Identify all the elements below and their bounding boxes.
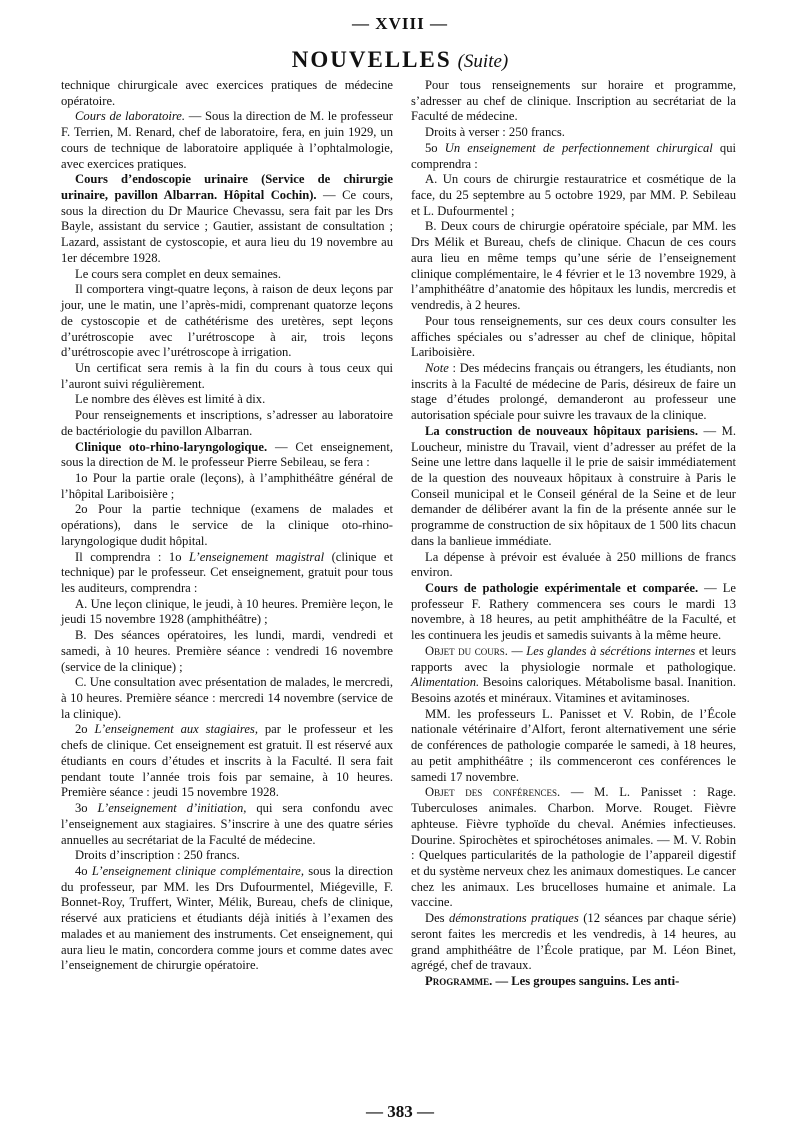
section-heading: Cours de pathologie expérimentale et comparée. bbox=[425, 581, 699, 595]
paragraph: 3o L’enseignement d’initiation, qui sera confondu avec l’enseignement aux stagiaires. S’inscrire à une des quatre séries annuelles au secrétariat de la Faculté de médecine. bbox=[61, 801, 393, 847]
paragraph: 4o L’enseignement clinique complémentaire, sous la direction du professeur, par MM. les Drs Dufourmentel, Miégeville, F. Bonnet-Roy, Truffert, Winter, Mélik, Bureau, chefs de clinique, réservé aux praticiens et étudiants déjà initiés à l’examen des malades et au maniement des instruments. Cet enseignement, qui aura lieu le matin, concordera comme jours et comme dates avec l’enseignement de chirurgie opératoire. bbox=[61, 863, 393, 973]
paragraph: Droits à verser : 250 francs. bbox=[425, 125, 565, 140]
paragraph: La dépense à prévoir est évaluée à 250 millions de francs environ. bbox=[411, 549, 736, 580]
paragraph: Objet des conférences. — M. L. Panisset : Rage. Tuberculoses animales. Charbon. Morve. Rouget. Fièvre aphteuse. Fièvre typhoïde du cheval. Anémies infectieuses. Dourine. Spirochètes et spirochétoses animales. — M. V. Robin : Quelques particularités de la pathologie de l’appareil digestif et du système nerveux chez les animaux domestiques. Le cancer chez les animaux. Les brucelloses humaine et animale. La vaccine. bbox=[411, 785, 736, 910]
paragraph: B. Des séances opératoires, les lundi, mardi, vendredi et samedi, à 10 heures. Première séance : vendredi 16 novembre (service de la clinique) ; bbox=[61, 628, 393, 674]
paragraph: 5o Un enseignement de perfectionnement chirurgical qui comprendra : bbox=[411, 140, 736, 171]
paragraph: B. Deux cours de chirurgie opératoire spéciale, par MM. les Drs Mélik et Bureau, chefs de clinique. Chacun de ces cours aura lieu en même temps qu’une série de l’enseignement clinique complémentaire, le 4 février et le 13 novembre 1929, à l’amphithéâtre d’anatomie des hôpitaux les lundis, mercredis et vendredis, à 2 heures. bbox=[411, 219, 736, 313]
paragraph: 1o Pour la partie orale (leçons), à l’amphithéâtre général de l’hôpital Lariboisière ; bbox=[61, 470, 393, 501]
section-heading: Objet des conférences. bbox=[425, 785, 561, 800]
paragraph: Droits d’inscription : 250 francs. bbox=[75, 848, 240, 863]
roman-page-number: — XVIII — bbox=[352, 14, 448, 33]
paragraph: Cours de pathologie expérimentale et comparée. — Le professeur F. Rathery commencera ses cours le mardi 13 novembre, à 18 heures, au petit amphithéâtre de la Faculté, et les continuera les jeudis et samedis suivants à la même heure. bbox=[411, 581, 736, 643]
paragraph: 2o Pour la partie technique (examens de malades et opérations), dans le service de la clinique oto-rhino-laryngologique dudit hôpital. bbox=[61, 502, 393, 548]
paragraph: A. Une leçon clinique, le jeudi, à 10 heures. Première leçon, le jeudi 15 novembre 1928 (amphithéâtre) ; bbox=[61, 596, 393, 627]
title-suite: (Suite) bbox=[457, 51, 509, 72]
paragraph: Cours de laboratoire. — Sous la direction de M. le professeur F. Terrien, M. Renard, chef de laboratoire, fera, en juin 1929, un cours de technique de laboratoire appliquée à l’ophtalmologie, avec exercices pratiques. bbox=[61, 109, 393, 171]
page-title bbox=[0, 47, 800, 73]
section-heading: Clinique oto-rhino-laryngologique. bbox=[75, 439, 268, 454]
right-column bbox=[411, 78, 736, 990]
paragraph: Il comportera vingt-quatre leçons, à raison de deux leçons par jour, une le matin, une l’après-midi, comprenant quatorze leçons de cystoscopie et de cathétérisme des uretères, sept leçons d’urétroscopie avec l’urétroscope à air, trois leçons d’urétroscopie avec l’urétroscope à irrigation. bbox=[61, 282, 393, 360]
paragraph: Le cours sera complet en deux semaines. bbox=[75, 266, 281, 281]
paragraph: technique chirurgicale avec exercices pratiques de médecine opératoire. bbox=[61, 78, 393, 108]
paragraph: Note : Des médecins français ou étrangers, les étudiants, non inscrits à la Faculté de médecine de Paris, désireux de faire un stage d’études prolongé, demanderont au professeur une autorisation spéciale pour suivre les travaux de la clinique. bbox=[411, 360, 736, 423]
paragraph: Programme. — Les groupes sanguins. Les anti- bbox=[425, 973, 680, 988]
paragraph: Pour tous renseignements, sur ces deux cours consulter les affiches spéciales ou s’adresser au chef de clinique, hôpital Lariboisière. bbox=[411, 313, 736, 360]
paragraph: Pour tous renseignements sur horaire et programme, s’adresser au chef de clinique. Inscription au secrétariat de la Faculté de médecine. bbox=[411, 78, 736, 124]
paragraph: Clinique oto-rhino-laryngologique. — Cet enseignement, sous la direction de M. le professeur Pierre Sebileau, se fera : bbox=[61, 439, 393, 470]
paragraph: Cours d’endoscopie urinaire (Service de chirurgie urinaire, pavillon Albarran. Hôpital Cochin). — Ce cours, sous la direction du Dr Maurice Chevassu, sera fait par les Drs Bayle, assistant du service ; Gautier, assistant de consultation ; Lazard, assistant de cystoscopie, et aura lieu du 19 novembre au 1er décembre 1928. bbox=[61, 172, 393, 265]
section-heading: Programme. bbox=[425, 973, 493, 988]
paragraph: Des démonstrations pratiques (12 séances par chaque série) seront faites les mercredis et les vendredis, à 14 heures, au grand amphithéâtre de l’École pratique, par M. Léon Binet, agrégé, chef de travaux. bbox=[411, 911, 736, 973]
page-number: — 383 — bbox=[366, 1102, 434, 1121]
section-heading: La construction de nouveaux hôpitaux parisiens. bbox=[425, 423, 698, 438]
paragraph: Il comprendra : 1o L’enseignement magistral (clinique et technique) par le professeur. Cet enseignement, gratuit pour tous les auditeurs, comprendra : bbox=[61, 549, 393, 595]
section-heading: Cours de laboratoire. bbox=[75, 109, 186, 124]
paragraph: Un certificat sera remis à la fin du cours à tous ceux qui l’auront suivi régulièrement. bbox=[61, 360, 393, 391]
left-column bbox=[61, 78, 393, 974]
title-nouvelles: NOUVELLES bbox=[291, 47, 452, 72]
section-heading: Cours d’endoscopie urinaire (Service de chirurgie urinaire, pavillon Albarran. Hôpital Cochin). bbox=[61, 172, 393, 203]
section-heading: Objet du cours. bbox=[425, 643, 508, 658]
paragraph: A. Un cours de chirurgie restauratrice et cosmétique de la face, du 25 septembre au 5 octobre 1929, par MM. P. Sebileau et L. Dufourmentel ; bbox=[411, 172, 736, 218]
paragraph: MM. les professeurs L. Panisset et V. Robin, de l’École nationale vétérinaire d’Alfort, feront alternativement une série de conférences de pathologie comparée le samedi, à 18 heures, au petit amphithéâtre ; ils commenceront ces conférences le samedi 17 novembre. bbox=[411, 706, 736, 784]
section-heading: Note bbox=[425, 360, 449, 375]
paragraph: 2o L’enseignement aux stagiaires, par le professeur et les chefs de clinique. Cet enseignement est gratuit. Il est réservé aux étudiants en cours d’études et inscrits à la Faculté. Il sera fait pendant toute l’année trois fois par semaine, à 10 heures. Première séance : jeudi 15 novembre 1928. bbox=[61, 722, 393, 800]
paragraph: Pour renseignements et inscriptions, s’adresser au laboratoire de bactériologie du pavillon Albarran. bbox=[61, 408, 393, 438]
paragraph: Le nombre des élèves est limité à dix. bbox=[75, 392, 266, 407]
paragraph: La construction de nouveaux hôpitaux parisiens. — M. Loucheur, ministre du Travail, vient d’adresser au préfet de la Seine une lettre dans laquelle il le prie de saisir immédiatement de la question des nouveaux hôpitaux à construire à Paris le Conseil municipal et le Conseil général de la Seine et de leur demander de délibérer avant la fin de la présente année sur le programme de construction de six hôpitaux de 1 500 lits chacun dans la banlieue immédiate. bbox=[411, 423, 736, 548]
paragraph: Objet du cours. — Les glandes à sécrétions internes et leurs rapports avec la physiologie normale et pathologique. Alimentation. Besoins caloriques. Métabolisme basal. Inanition. Besoins azotés et minéraux. Vitamines et avitaminoses. bbox=[411, 643, 736, 706]
paragraph: C. Une consultation avec présentation de malades, le mercredi, à 10 heures. Première séance : mercredi 14 novembre (service de la clinique). bbox=[61, 675, 393, 721]
